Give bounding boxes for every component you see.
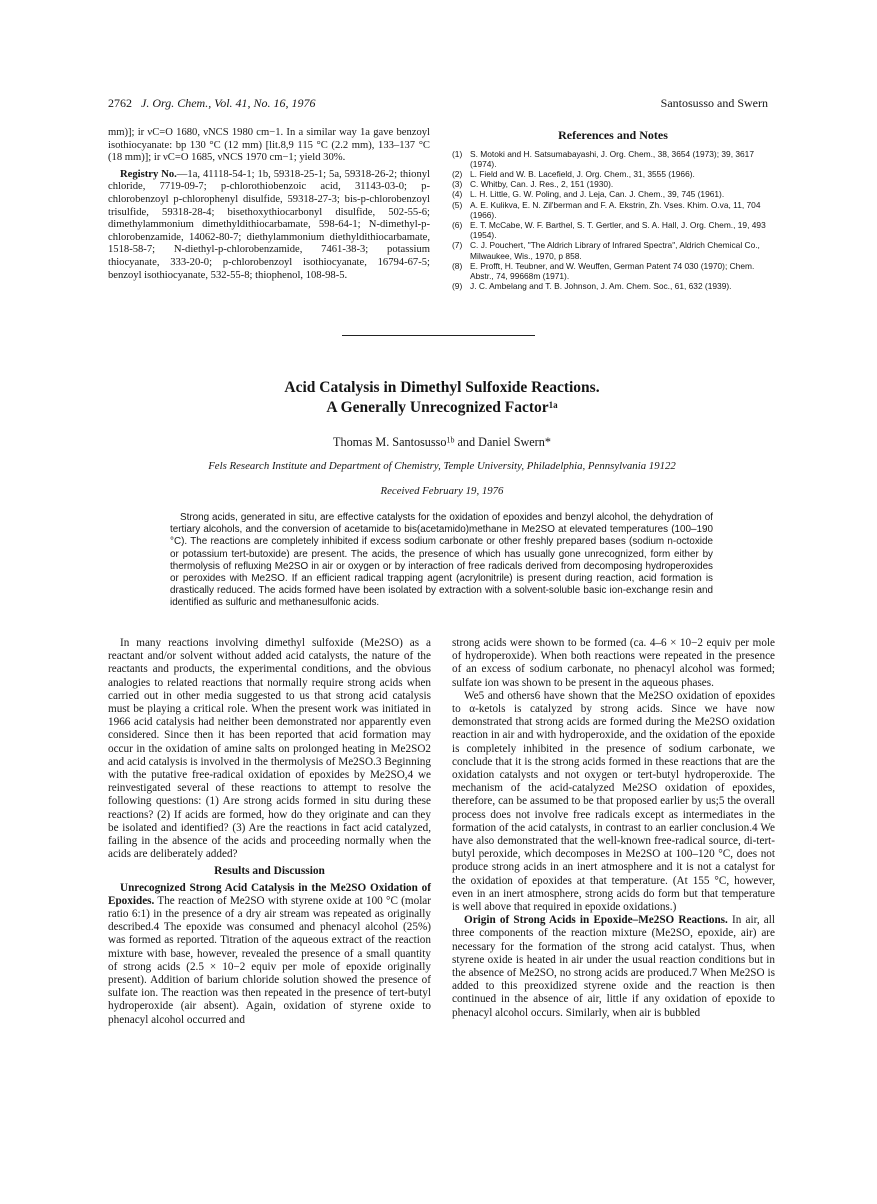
reference-item [450,149,776,169]
reference-text: E. T. McCabe, W. F. Barthel, S. T. Gertler, and S. A. Hall, J. Org. Chem., 19, 493 (1954). [470,220,766,241]
running-header [108,96,768,112]
subsection-2-paragraph [452,914,775,1020]
title-line-2-text: A Generally Unrecognized Factor [326,399,549,416]
title-line-2 [108,398,776,418]
reference-item [450,179,776,189]
subsection-1-text: The reaction of Me2SO with styrene oxide at 100 °C (molar ratio 6:1) in the presence of a dry air stream was repeated as originally described.4 The epoxide was consumed and phenacyl alcohol (25%) was formed as reported. Titration of the aqueous extract of the reaction mixture with base, however, revealed the presence of a small quantity of strong acids (2.5 × 10−2 equiv per mole of epoxide originally present). Addition of barium chloride solution showed the presence of sulfate ion. The reaction was then repeated in the presence of tert-butyl hydroperoxide (air absent). Again, oxidation of styrene oxide to phenacyl alcohol occurred and [108,894,431,1026]
reference-text: E. Profft, H. Teubner, and W. Weuffen, German Patent 74 030 (1970); Chem. Abstr., 74, 99668m (1971). [470,260,755,282]
reference-item [450,200,776,220]
header-authors: Santosusso and Swern [660,96,768,110]
article-divider [342,335,535,336]
author-santosusso: Thomas M. Santosusso [333,435,447,449]
abstract [170,512,713,610]
reference-text: C. J. Pouchert, "The Aldrich Library of Infrared Spectra", Aldrich Chemical Co., Milwaukee, Wis., 1970, p 858. [470,240,760,261]
received-date: Received February 19, 1976 [380,485,504,497]
intro-paragraph: In many reactions involving dimethyl sulfoxide (Me2SO) as a reactant and/or solvent without added acid catalysts, the nature of the reactants and products, the experimental conditions, and the obvious analogies to related reactions that normally require strong acids when carried out in other media suggested to us that strong acid catalysis must be playing a critical role. When the present work was initiated in 1966 acid catalysis had neither been demonstrated nor apparently even considered. Since then it has been reported that acid formation may occur in the oxidation of amine salts on prolonged heating in Me2SO2 and acid catalysis is involved in the thermolysis of Me2SO.3 Beginning with the putative free-radical oxidation of epoxides by Me2SO,4 we reinvestigated several of these reactions to attempt to resolve the following questions: (1) Are strong acids formed in situ during these reactions? (2) If acids are formed, how do they originate and can they be isolated and identified? (3) Are the reactions in fact acid catalyzed, failing in the absence of the acids and proceeding normally when the acids are deliberately added? [108,637,431,861]
section-heading: Results and Discussion [214,865,325,878]
journal-citation: J. Org. Chem., Vol. 41, No. 16, 1976 [141,96,316,110]
experimental-tail-column [108,127,430,286]
catalysis-paragraph: We5 and others6 have shown that the Me2SO oxidation of epoxides to α-ketols is catalyzed by strong acids. Since we have now demonstrated that strong acids are formed during the Me2SO oxidation reaction in air and with hydroperoxide, and the oxidation of the epoxide is completely inhibited in the presence of sodium carbonate, we conclude that it is the strong acids formed in these reactions that are the oxidation catalysts and not oxygen or tert-butyl hydroperoxide. The mechanism of the acid-catalyzed Me2SO oxidation of epoxides, therefore, can be assumed to be that proposed earlier by us;5 the overall process does not involve free radicals except as intermediates in the formation of the acid catalysts, in contrast to an earlier conclusion.4 We have also demonstrated that the well-known free-radical source, di-tert-butyl peroxide, which decomposes in Me2SO at 100–120 °C, does not produce strong acids in an inert atmosphere and it is not a catalyst for the oxidation of epoxides at that temperature. (At 155 °C, however, even in an inert atmosphere, strong acids do form but that temperature is well above that required in epoxide oxidations.) [452,689,775,914]
reference-text: C. Whitby, Can. J. Res., 2, 151 (1930). [470,179,614,190]
author-swern: and Daniel Swern* [454,435,551,449]
reference-number: (2) [452,169,463,179]
experimental-tail-text: mm)]; ir νC=O 1680, νNCS 1980 cm−1. In a similar way 1a gave benzoyl isothiocyanate: bp 130 °C (12 mm) [lit.8,9 115 °C (2.2 mm), 133–137 °C (18 mm)]; ir νC=O 1685, νNCS 1970 cm−1; yield 30%. [108,127,430,164]
subsection-2-text: In air, all three components of the reaction mixture (Me2SO, epoxide, air) are necessary for the formation of the strong acid catalyst. Thus, when styrene oxide is heated in air under the usual reaction conditions but in the absence of Me2SO, no strong acids are produced.7 When Me2SO is added to this preoxidized styrene oxide and the reaction is then continued in the absence of air, little if any oxidation of epoxide to phenacyl alcohol occurs. Similarly, when air is bubbled [452,914,775,1019]
affiliation: Fels Research Institute and Department of Chemistry, Temple University, Philadelphia, Pennsylvania 19122 [208,460,676,472]
reference-item [450,220,776,240]
reference-item [450,189,776,199]
title-footnote-marker: 1a [548,399,558,410]
reference-text: L. H. Little, G. W. Poling, and J. Leja, Can. J. Chem., 39, 745 (1961). [470,189,725,200]
reference-text: A. E. Kulikva, E. N. Zil'berman and F. A. Ekstrin, Zh. Vses. Khim. O.va, 11, 704 (1966). [470,199,761,220]
reference-number: (4) [452,189,463,200]
reference-item [450,261,776,281]
reference-item [450,169,776,179]
reference-text: S. Motoki and H. Satsumabayashi, J. Org. Chem., 38, 3654 (1973); 39, 3617 (1974). [470,148,754,169]
reference-number: (3) [452,179,463,190]
subsection-1-heading: Unrecognized Strong Acid Catalysis in the Me2SO Oxidation of Epoxides. [108,881,431,907]
body-column-left [108,637,431,1027]
registry-text: —1a, 41118-54-1; 1b, 59318-25-1; 5a, 59318-26-2; thionyl chloride, 7719-09-7; p-chlorothiobenzoic acid, 31143-03-0; p-chlorobenzoyl p-chlorophenyl disulfide, 59318-27-3; bis-p-chlorobenzoyl trisulfide, 59318-28-4; bisethoxythiocarbonyl disulfide, 502-55-6; dimethylammonium dimethyldithiocarbamate, 598-64-1; N-dimethyl-p-chlorobenzamide, 14062-80-7; diethylammonium diethyldithiocarbamate, 1518-58-7; N-diethyl-p-chlorobenzamide, 7461-38-3; potassium thiocyanate, 333-20-0; p-chlorobenzoyl isothiocyanate, 16794-67-5; benzoyl isothiocyanate, 532-55-8; thiophenol, 108-98-5. [108,168,430,281]
continuation-paragraph: strong acids were shown to be formed (ca. 4–6 × 10−2 equiv per mole of hydroperoxide). When both reactions were repeated in the presence of an excess of sodium carbonate, no phenacyl alcohol was formed; sulfate ion was shown to be present in the aqueous phases. [452,637,775,689]
reference-item [450,281,776,291]
reference-number: (7) [452,240,463,251]
reference-text: L. Field and W. B. Lacefield, J. Org. Chem., 31, 3555 (1966). [470,169,695,179]
registry-paragraph [108,169,430,282]
reference-number: (8) [452,260,463,271]
registry-label: Registry No. [120,168,177,180]
abstract-text: Strong acids, generated in situ, are effective catalysts for the oxidation of epoxides and benzyl alcohol, the dehydration of tertiary alcohols, and the conversion of acetamide to bis(acetamido)methane in Me2SO at elevated temperatures (100–190 °C). The reactions are completely inhibited if excess sodium carbonate or other freshly prepared bases (sodium n-octoxide or potassium tert-butoxide) are present. The acids, the presence of which has usually gone unrecognized, form either by thermolysis of refluxing Me2SO in air or oxygen or by interaction of free radicals derived from decomposing hydroperoxides or peroxides with Me2SO. If an efficient radical trapping agent (acrylonitrile) is present during reaction, acid formation is drastically reduced. The acids formed have been isolated by extraction with a solvent-soluble basic ion-exchange resin and identified as sulfuric and methanesulfonic acids. [170,512,713,609]
reference-text: J. C. Ambelang and T. B. Johnson, J. Am. Chem. Soc., 61, 632 (1939). [470,281,732,292]
references-heading: References and Notes [558,128,668,142]
author-line [108,435,776,450]
title-line-1: Acid Catalysis in Dimethyl Sulfoxide Reactions. [284,379,600,396]
body-column-right [452,637,775,1020]
subsection-2-heading: Origin of Strong Acids in Epoxide–Me2SO Reactions. [464,914,728,927]
reference-number: (9) [452,281,463,292]
author-footnote-marker: 1b [446,435,455,445]
reference-number: (1) [452,148,463,159]
reference-number: (5) [452,199,463,210]
reference-item [450,240,776,260]
subsection-1-paragraph [108,882,431,1027]
references-section [450,127,776,291]
references-list [450,149,776,292]
page-number: 2762 [108,96,132,110]
header-left [108,96,316,111]
article-title [108,378,776,418]
reference-number: (6) [452,220,463,231]
